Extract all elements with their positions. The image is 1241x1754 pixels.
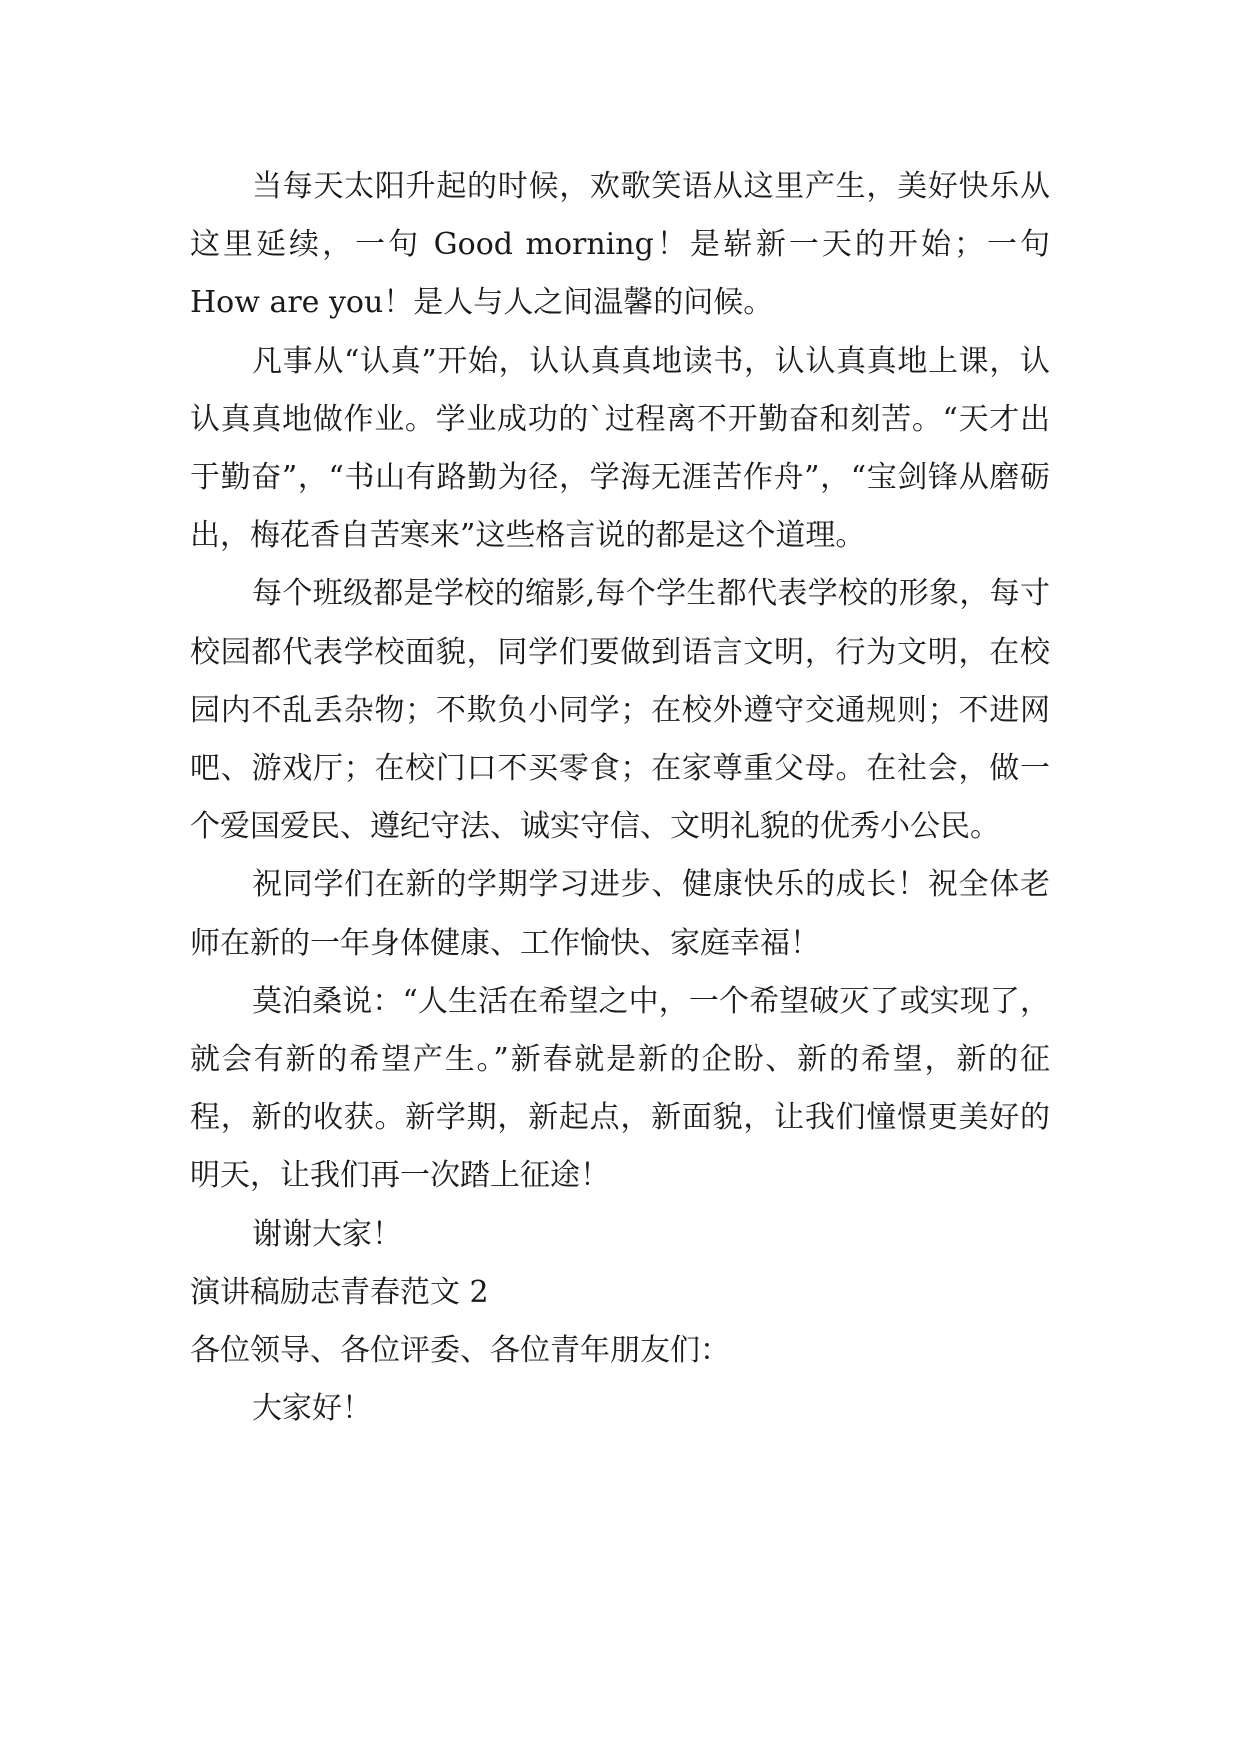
document-body bbox=[190, 158, 1050, 1438]
paragraph-morning: 当每天太阳升起的时候，欢歌笑语从这里产生，美好快乐从这里延续，一句 Good morning！是崭新一天的开始；一句 How are you！是人与人之间温馨的问候。 bbox=[190, 169, 1050, 321]
paragraph-wishes: 祝同学们在新的学期学习进步、健康快乐的成长！祝全体老师在新的一年身体健康、工作愉快、家庭幸福！ bbox=[190, 867, 1050, 961]
paragraph-thanks: 谢谢大家！ bbox=[252, 1216, 402, 1252]
paragraph-hope: 莫泊桑说：“人生活在希望之中，一个希望破灭了或实现了，就会有新的希望产生。”新春就是新的企盼、新的希望，新的征程，新的收获。新学期，新起点，新面貌，让我们憧憬更美好的明天，让我们再一次踏上征途！ bbox=[190, 983, 1050, 1194]
greeting: 大家好！ bbox=[252, 1391, 372, 1427]
paragraph-conduct: 每个班级都是学校的缩影,每个学生都代表学校的形象，每寸校园都代表学校面貌，同学们要做到语言文明，行为文明，在校园内不乱丢杂物；不欺负小同学；在校外遵守交通规则；不进网吧、游戏厅；在校门口不买零食；在家尊重父母。在社会，做一个爱国爱民、遵纪守法、诚实守信、文明礼貌的优秀小公民。 bbox=[190, 576, 1050, 845]
paragraph-diligence: 凡事从“认真”开始，认认真真地读书，认认真真地上课，认认真真地做作业。学业成功的`过程离不开勤奋和刻苦。“天才出于勤奋”，“书山有路勤为径，学海无涯苦作舟”，“宝剑锋从磨砺出，梅花香自苦寒来”这些格言说的都是这个道理。 bbox=[190, 343, 1050, 554]
salutation: 各位领导、各位评委、各位青年朋友们： bbox=[190, 1333, 730, 1369]
section-title: 演讲稿励志青春范文 2 bbox=[190, 1274, 489, 1310]
